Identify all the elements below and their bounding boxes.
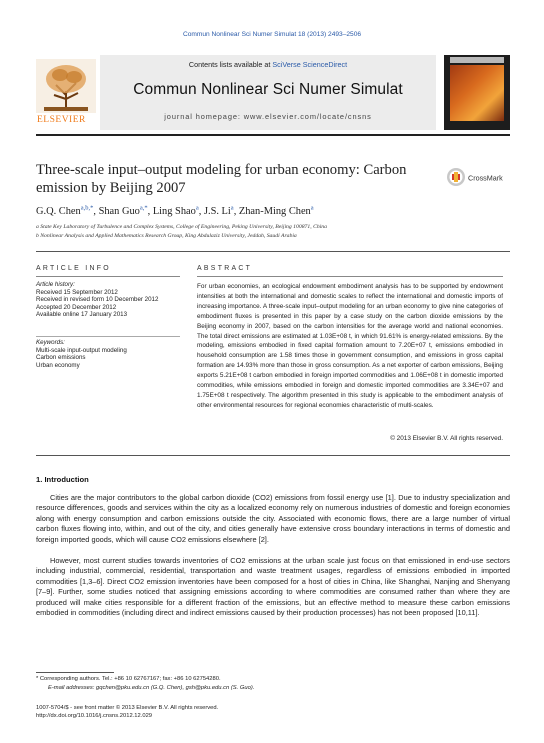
header-rule	[36, 134, 510, 136]
intro-paragraph-1: Cities are the major contributors to the global carbon dioxide (CO2) emissions from fossil energy use [1]. Due to industry specialization and resource differences, goods and services within the city as a localized economy rely on numerous industries of domestic and foreign economies along with energy consumption and carbon emissions outside the city. Associated with economic flows, there are a large number of virtual carbon fluxes flowing into, within, and out of the city, and cities generally have extensive cross boundary interactions in terms of domestic and foreign imported goods, which will cause CO2 emissions elsewhere [2].	[36, 493, 510, 544]
article-info-rule	[36, 276, 180, 277]
abstract-copyright: © 2013 Elsevier B.V. All rights reserved.	[390, 435, 503, 442]
contents-prefix: Contents lists available at	[188, 60, 273, 69]
crossmark-badge[interactable]	[446, 166, 516, 188]
history-received: Received 15 September 2012	[36, 288, 118, 296]
keywords-heading: Keywords:	[36, 339, 65, 346]
abstract-text: For urban economies, an ecological endowment embodiment analysis has to be supported by endowment intensities at both the international and domestic scales to reflect the international and domestic imports of increasing importance. A three-scale input–output modeling for an urban economy to give nine categories of embodiment fluxes is presented in this paper by a case study on the carbon dioxide emissions by the Beijing economy in 2007, based on the carbon intensities for the average world and national economies. The total direct emissions are estimated at 1.03E+08 t, in which 91.61% is energy-related emissions. By the modeling, emissions embodied in fixed capital formation amount to 7.20E+07 t, emissions embodied in household consumption are 1.58 times those in government consumption, and emissions in gross capital formation are 14.93% more than those in gross consumption. As a net exporter of carbon emissions, Beijing exports 5.21E+08 t carbon embodied in foreign imported commodities and 1.06E+08 t in domestic imported commodities, while emissions embodied in foreign and domestic imported commodities are 3.34E+07 and 1.75E+08 t respectively. The algorithm presented in this study is applicable to the embodiment analysis of other environmental resources for regional economies characteristic of multi-scales.	[197, 283, 503, 409]
footnote-rule	[36, 672, 114, 673]
crossmark-icon	[446, 166, 516, 188]
author-list	[36, 205, 314, 217]
title-line-2: emission by Beijing 2007	[36, 180, 186, 196]
history-online: Available online 17 January 2013	[36, 311, 128, 319]
affiliation-a: a State Key Laboratory of Turbulence and Complex Systems, College of Engineering, Peking University, Beijing 100871, China	[36, 224, 327, 230]
abstract-heading: ABSTRACT	[197, 265, 253, 272]
article-title	[36, 161, 426, 197]
crossmark-label: CrossMark	[468, 173, 503, 183]
issn-line: 1007-5704/$ - see front matter © 2013 Elsevier B.V. All rights reserved.	[36, 705, 219, 711]
abstract-rule	[197, 276, 503, 277]
intro-paragraph-2: However, most current studies towards inventories of CO2 emissions at the urban scale just focus on that emissioned in end-use sectors including industrial, commercial, residential, transportation and waste treatment usages, regardless of emissions embodied in imported commodities [1,3–6]. Direct CO2 emission inventories have been composed for a host of cities in China, like Shanghai, Nanjing and Shenyang [7–9]. Further, some studies noticed that assigning emissions according to where commodities are consumed rather than where they are produced will make cities responsible for a different fraction of the emissions, but an effective method to measure these carbon emissions embodied in commodities (including direct and indirect emissions caused by their production processes) has not been proposed [10,11].	[36, 556, 510, 618]
abstract-bottom-rule	[36, 455, 510, 456]
section-heading: 1. Introduction	[36, 475, 89, 484]
article-info-heading: ARTICLE INFO	[36, 265, 111, 272]
history-heading: Article history:	[36, 281, 75, 288]
journal-cover-image	[444, 55, 510, 130]
keyword: Urban economy	[36, 361, 80, 369]
sciencedirect-link[interactable]: SciVerse ScienceDirect	[272, 60, 348, 69]
section-rule	[36, 251, 510, 252]
author[interactable]: Zhan-Ming Chen$^a$	[238, 205, 314, 218]
history-revised: Received in revised form 10 December 2012	[36, 296, 159, 304]
author[interactable]: J.S. Li$^a$,	[203, 205, 239, 218]
title-line-1: Three-scale input–output modeling for urban economy: Carbon	[36, 162, 407, 178]
journal-reference[interactable]: Commun Nonlinear Sci Numer Simulat 18 (2013) 2493–2506	[182, 31, 362, 38]
affiliation-b: b Nonlinear Analysis and Applied Mathematics Research Group, King Abdulaziz University, Jeddah, Saudi Arabia	[36, 233, 297, 239]
author[interactable]: Shan Guo$^{a,*}$,	[98, 205, 153, 218]
keyword: Multi-scale input-output modeling	[36, 346, 127, 354]
email-addresses[interactable]: E-mail addresses: gqchen@pku.edu.cn (G.Q. Chen), gsh@pku.edu.cn (S. Guo).	[48, 685, 255, 691]
keywords	[36, 339, 180, 369]
contents-line	[100, 60, 436, 69]
author[interactable]: Ling Shao$^a$,	[152, 205, 204, 218]
journal-header	[36, 55, 510, 130]
author[interactable]: G.Q. Chen$^{a,b,*}$,	[36, 205, 99, 218]
publisher-name: ELSEVIER	[37, 115, 86, 125]
article-history	[36, 281, 180, 319]
journal-homepage[interactable]: journal homepage: www.elsevier.com/locate/cnsns	[164, 112, 372, 121]
journal-title: Commun Nonlinear Sci Numer Simulat	[133, 81, 403, 98]
corresponding-author-note: * Corresponding authors. Tel.: +86 10 62767167; fax: +86 10 62754280.	[36, 676, 221, 682]
keywords-rule	[36, 336, 180, 337]
doi-link[interactable]: http://dx.doi.org/10.1016/j.cnsns.2012.12.029	[36, 713, 153, 719]
keyword: Carbon emissions	[36, 354, 86, 362]
history-accepted: Accepted 20 December 2012	[36, 303, 117, 311]
